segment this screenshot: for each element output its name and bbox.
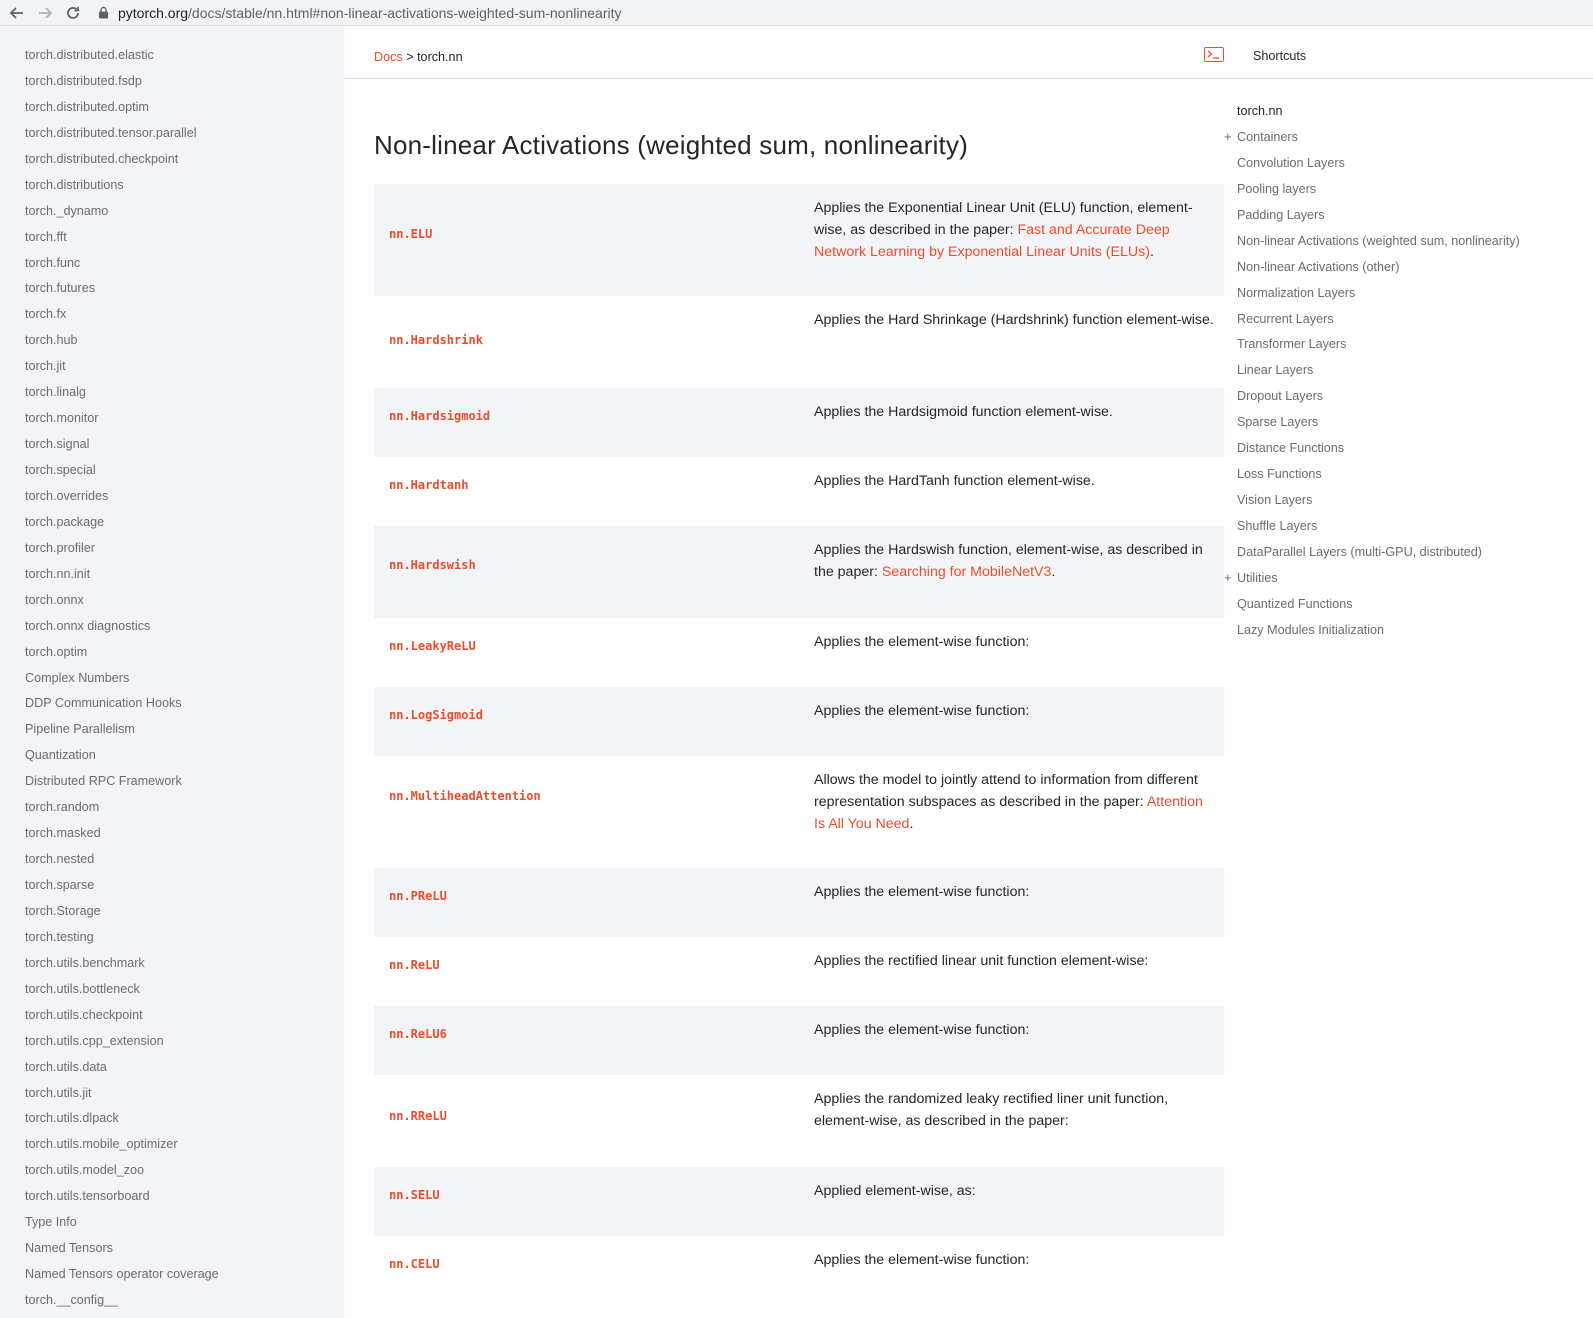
toc-item[interactable] — [1224, 569, 1520, 595]
description-text: Applies the element-wise function: — [814, 1252, 1030, 1268]
sidebar-item[interactable]: torch.utils.checkpoint — [25, 1007, 143, 1022]
table-row — [374, 1236, 1224, 1305]
toc-item[interactable] — [1237, 154, 1520, 180]
sidebar-list — [25, 46, 219, 1317]
module-description — [814, 470, 1214, 492]
table-row — [374, 184, 1224, 296]
sidebar-item[interactable]: torch.onnx — [25, 592, 84, 607]
toc-item-label: Containers — [1237, 129, 1298, 144]
toc-item-label: Linear Layers — [1237, 363, 1314, 378]
module-name-link[interactable]: nn.ReLU6 — [389, 1027, 447, 1041]
url-host: pytorch.org — [118, 4, 189, 21]
toc-item[interactable] — [1224, 128, 1520, 154]
sidebar-item[interactable]: torch.distributed.elastic — [25, 48, 154, 62]
expand-plus-icon[interactable]: + — [1224, 569, 1232, 585]
toc-item-label: Dropout Layers — [1237, 389, 1324, 404]
module-description — [814, 309, 1214, 331]
toc-item[interactable] — [1237, 102, 1520, 128]
table-row — [374, 457, 1224, 526]
sidebar-item[interactable]: torch.overrides — [25, 488, 109, 503]
table-row — [374, 526, 1224, 618]
sidebar-item[interactable]: torch.sparse — [25, 878, 95, 892]
paper-link[interactable]: Fast and Accurate Deep Network Learning by Exponential Linear Units (ELUs) — [814, 222, 1170, 260]
toc-item[interactable] — [1237, 335, 1520, 361]
lock-icon — [98, 6, 110, 20]
breadcrumb-separator: > — [406, 50, 414, 64]
toc-item[interactable] — [1237, 439, 1520, 465]
toc-item-label: Vision Layers — [1237, 493, 1313, 508]
sidebar-item[interactable]: torch.distributed.fsdp — [25, 73, 142, 88]
sidebar-item[interactable]: Type Info — [25, 1215, 77, 1230]
module-description — [814, 401, 1214, 423]
sidebar-item[interactable]: torch.__config__ — [25, 1293, 119, 1307]
table-row — [374, 756, 1224, 868]
module-description — [814, 197, 1214, 263]
sidebar-item[interactable]: torch.utils.benchmark — [25, 955, 145, 970]
sidebar-item[interactable]: torch.testing — [25, 929, 94, 944]
expand-plus-icon[interactable]: + — [1224, 128, 1232, 144]
sidebar-item[interactable]: torch.signal — [25, 437, 90, 452]
toc-item-label: Non-linear Activations (other) — [1237, 259, 1400, 274]
module-name-link[interactable]: nn.LeakyReLU — [389, 639, 476, 653]
module-name-link[interactable]: nn.LogSigmoid — [389, 708, 483, 722]
forward-arrow-icon[interactable] — [34, 2, 56, 24]
table-row — [374, 1075, 1224, 1167]
module-name-link[interactable]: nn.PReLU — [389, 889, 447, 903]
sidebar-item[interactable]: torch.random — [25, 800, 100, 815]
sidebar-item[interactable]: torch.utils.mobile_optimizer — [25, 1137, 178, 1152]
terminal-icon[interactable] — [1204, 47, 1224, 62]
table-row — [374, 937, 1224, 1006]
description-text: Applies the Exponential Linear Unit (ELU) function, element-wise, as described in the paper: — [814, 200, 1193, 238]
toc-item[interactable] — [1237, 232, 1520, 258]
toc-item-label: Quantized Functions — [1237, 596, 1353, 611]
url-path: /docs/stable/nn.html#non-linear-activations-weighted-sum-nonlinearity — [188, 4, 622, 21]
toc-item-label: torch.nn — [1237, 104, 1283, 118]
browser-toolbar — [0, 0, 1593, 26]
module-name-link[interactable]: nn.ReLU — [389, 958, 440, 972]
module-name-link[interactable]: nn.MultiheadAttention — [389, 789, 541, 803]
toc-item[interactable] — [1237, 465, 1520, 491]
toc-item[interactable] — [1237, 258, 1520, 284]
activations-table — [374, 184, 1224, 1305]
sidebar-item[interactable]: Pipeline Parallelism — [25, 722, 135, 737]
module-name-link[interactable]: nn.CELU — [389, 1257, 440, 1271]
sidebar-item[interactable]: torch.profiler — [25, 540, 95, 555]
module-description — [814, 1249, 1214, 1271]
sidebar-item[interactable]: torch.distributed.tensor.parallel — [25, 125, 197, 140]
toc-item-label: Convolution Layers — [1237, 155, 1345, 170]
sidebar-item[interactable]: DDP Communication Hooks — [25, 696, 182, 711]
sidebar-item[interactable]: torch._dynamo — [25, 203, 109, 218]
description-text: Allows the model to jointly attend to information from different representation subspaces as described in the paper: — [814, 772, 1198, 810]
sidebar-item[interactable]: torch.jit — [25, 359, 66, 374]
sidebar-item[interactable]: torch.utils.tensorboard — [25, 1189, 150, 1204]
sidebar-item[interactable]: torch.func — [25, 255, 81, 270]
sidebar-item[interactable]: torch.special — [25, 463, 96, 477]
toc-item-label: Recurrent Layers — [1237, 311, 1334, 326]
sidebar-item[interactable]: torch.linalg — [25, 385, 86, 400]
breadcrumb — [374, 50, 463, 64]
page-title: Non-linear Activations (weighted sum, nonlinearity) — [374, 130, 969, 160]
sidebar-item[interactable]: torch.optim — [25, 644, 88, 659]
back-arrow-icon[interactable] — [6, 2, 28, 24]
sidebar-item[interactable]: torch.masked — [25, 826, 101, 841]
sidebar-item[interactable]: torch.utils.bottleneck — [25, 981, 140, 996]
sidebar-item[interactable]: torch.monitor — [25, 411, 99, 426]
shortcuts-heading: Shortcuts — [1253, 49, 1307, 63]
address-bar[interactable] — [118, 5, 622, 21]
sidebar-item[interactable]: torch.hub — [25, 333, 78, 348]
toc-item[interactable] — [1237, 361, 1520, 387]
sidebar-item[interactable]: torch.distributed.optim — [25, 99, 149, 114]
paper-link[interactable]: Attention Is All You Need — [814, 794, 1203, 832]
sidebar-item[interactable]: torch.distributed.checkpoint — [25, 151, 179, 166]
sidebar-item[interactable]: torch.onnx diagnostics — [25, 618, 151, 633]
description-text: Applies the element-wise function: — [814, 703, 1030, 719]
sidebar-item[interactable]: Distributed RPC Framework — [25, 774, 182, 789]
toc-item[interactable] — [1237, 310, 1520, 336]
description-text: Applies the Hard Shrinkage (Hardshrink) function element-wise. — [814, 312, 1214, 328]
toc-item-label: DataParallel Layers (multi-GPU, distributed) — [1237, 544, 1482, 559]
toc-item[interactable] — [1237, 595, 1520, 621]
paper-link[interactable]: Searching for MobileNetV3 — [881, 564, 1052, 580]
sidebar-item[interactable]: Named Tensors — [25, 1241, 113, 1256]
breadcrumb-docs-link[interactable]: Docs — [374, 50, 403, 64]
toc-item[interactable] — [1237, 517, 1520, 543]
toc-item[interactable] — [1237, 387, 1520, 413]
table-row — [374, 618, 1224, 687]
toc-sidebar — [1224, 102, 1520, 647]
description-text: Applies the Hardswish function, element-wise, as described in the paper: — [814, 542, 1203, 580]
sidebar-item[interactable]: torch.package — [25, 514, 105, 529]
table-row — [374, 1006, 1224, 1075]
toc-item-label: Padding Layers — [1237, 207, 1325, 222]
sidebar-item[interactable]: torch.futures — [25, 281, 95, 296]
description-text: Applies the element-wise function: — [814, 1022, 1030, 1038]
sidebar-item[interactable]: torch.distributions — [25, 177, 124, 192]
table-row — [374, 868, 1224, 937]
description-text: Applies the element-wise function: — [814, 634, 1030, 650]
sidebar-item[interactable]: Named Tensors operator coverage — [25, 1267, 219, 1282]
toc-item[interactable] — [1237, 413, 1520, 439]
toc-item-label: Distance Functions — [1237, 441, 1345, 456]
sidebar-item[interactable]: torch.fft — [25, 229, 67, 244]
table-row — [374, 388, 1224, 457]
module-name-link[interactable]: nn.SELU — [389, 1188, 440, 1202]
toc-item[interactable] — [1237, 621, 1520, 647]
module-name-link[interactable]: nn.Hardswish — [389, 558, 476, 572]
module-name-link[interactable]: nn.ELU — [389, 227, 433, 241]
module-description — [814, 1088, 1214, 1132]
toc-item-label: Utilities — [1237, 570, 1278, 585]
module-description — [814, 539, 1214, 583]
module-name-link[interactable]: nn.Hardtanh — [389, 478, 469, 492]
module-description — [814, 1019, 1214, 1041]
table-row — [374, 296, 1224, 388]
sidebar-item[interactable]: torch.utils.dlpack — [25, 1111, 119, 1126]
module-description — [814, 700, 1214, 722]
description-suffix: . — [1051, 564, 1056, 580]
toc-item-label: Lazy Modules Initialization — [1237, 622, 1385, 637]
module-name-link[interactable]: nn.RReLU — [389, 1109, 447, 1123]
toc-item-label: Shuffle Layers — [1237, 519, 1318, 533]
sidebar-item[interactable]: torch.nested — [25, 852, 95, 867]
toc-item-label: Loss Functions — [1237, 467, 1322, 482]
sidebar-item[interactable]: torch.fx — [25, 307, 67, 322]
module-name-link[interactable]: nn.Hardshrink — [389, 333, 483, 347]
toc-item[interactable] — [1237, 180, 1520, 206]
toc-item[interactable] — [1237, 543, 1520, 569]
module-name-link[interactable]: nn.Hardsigmoid — [389, 409, 491, 423]
description-suffix: . — [1149, 244, 1154, 260]
sidebar-item[interactable]: Complex Numbers — [25, 670, 130, 685]
description-text: Applies the randomized leaky rectified liner unit function, element-wise, as described in the paper: — [814, 1091, 1169, 1129]
toc-item[interactable] — [1237, 491, 1520, 517]
module-description — [814, 1180, 1214, 1202]
left-sidebar — [0, 26, 344, 1318]
toc-item-label: Transformer Layers — [1237, 337, 1347, 352]
page-header — [344, 26, 1593, 79]
table-row — [374, 687, 1224, 756]
description-text: Applied element-wise, as: — [814, 1183, 976, 1199]
sidebar-item[interactable]: torch.utils.data — [25, 1059, 107, 1074]
breadcrumb-current: torch.nn — [417, 50, 463, 64]
sidebar-item[interactable]: torch.Storage — [25, 903, 101, 918]
sidebar-item[interactable]: torch.utils.jit — [25, 1085, 92, 1100]
toc-item[interactable] — [1237, 284, 1520, 310]
toc-item-label: Non-linear Activations (weighted sum, nonlinearity) — [1237, 233, 1520, 248]
module-description — [814, 881, 1214, 903]
toc-item-label: Normalization Layers — [1237, 285, 1356, 300]
sidebar-item[interactable]: Quantization — [25, 748, 96, 763]
toc-item[interactable] — [1237, 206, 1520, 232]
description-text: Applies the rectified linear unit function element-wise: — [814, 953, 1149, 969]
module-description — [814, 631, 1214, 653]
table-row — [374, 1167, 1224, 1236]
module-description — [814, 769, 1214, 835]
sidebar-item[interactable]: torch.utils.model_zoo — [25, 1163, 145, 1178]
description-text: Applies the HardTanh function element-wise. — [814, 473, 1095, 489]
description-text: Applies the Hardsigmoid function element-wise. — [814, 404, 1113, 420]
toc-item-label: Sparse Layers — [1237, 415, 1319, 430]
sidebar-item[interactable]: torch.nn.init — [25, 566, 91, 581]
reload-icon[interactable] — [62, 2, 84, 24]
sidebar-item[interactable]: torch.utils.cpp_extension — [25, 1033, 164, 1048]
toc-item-label: Pooling layers — [1237, 181, 1317, 196]
description-suffix: . — [909, 816, 914, 832]
toc-list — [1224, 102, 1520, 647]
module-description — [814, 950, 1214, 972]
description-text: Applies the element-wise function: — [814, 884, 1030, 900]
